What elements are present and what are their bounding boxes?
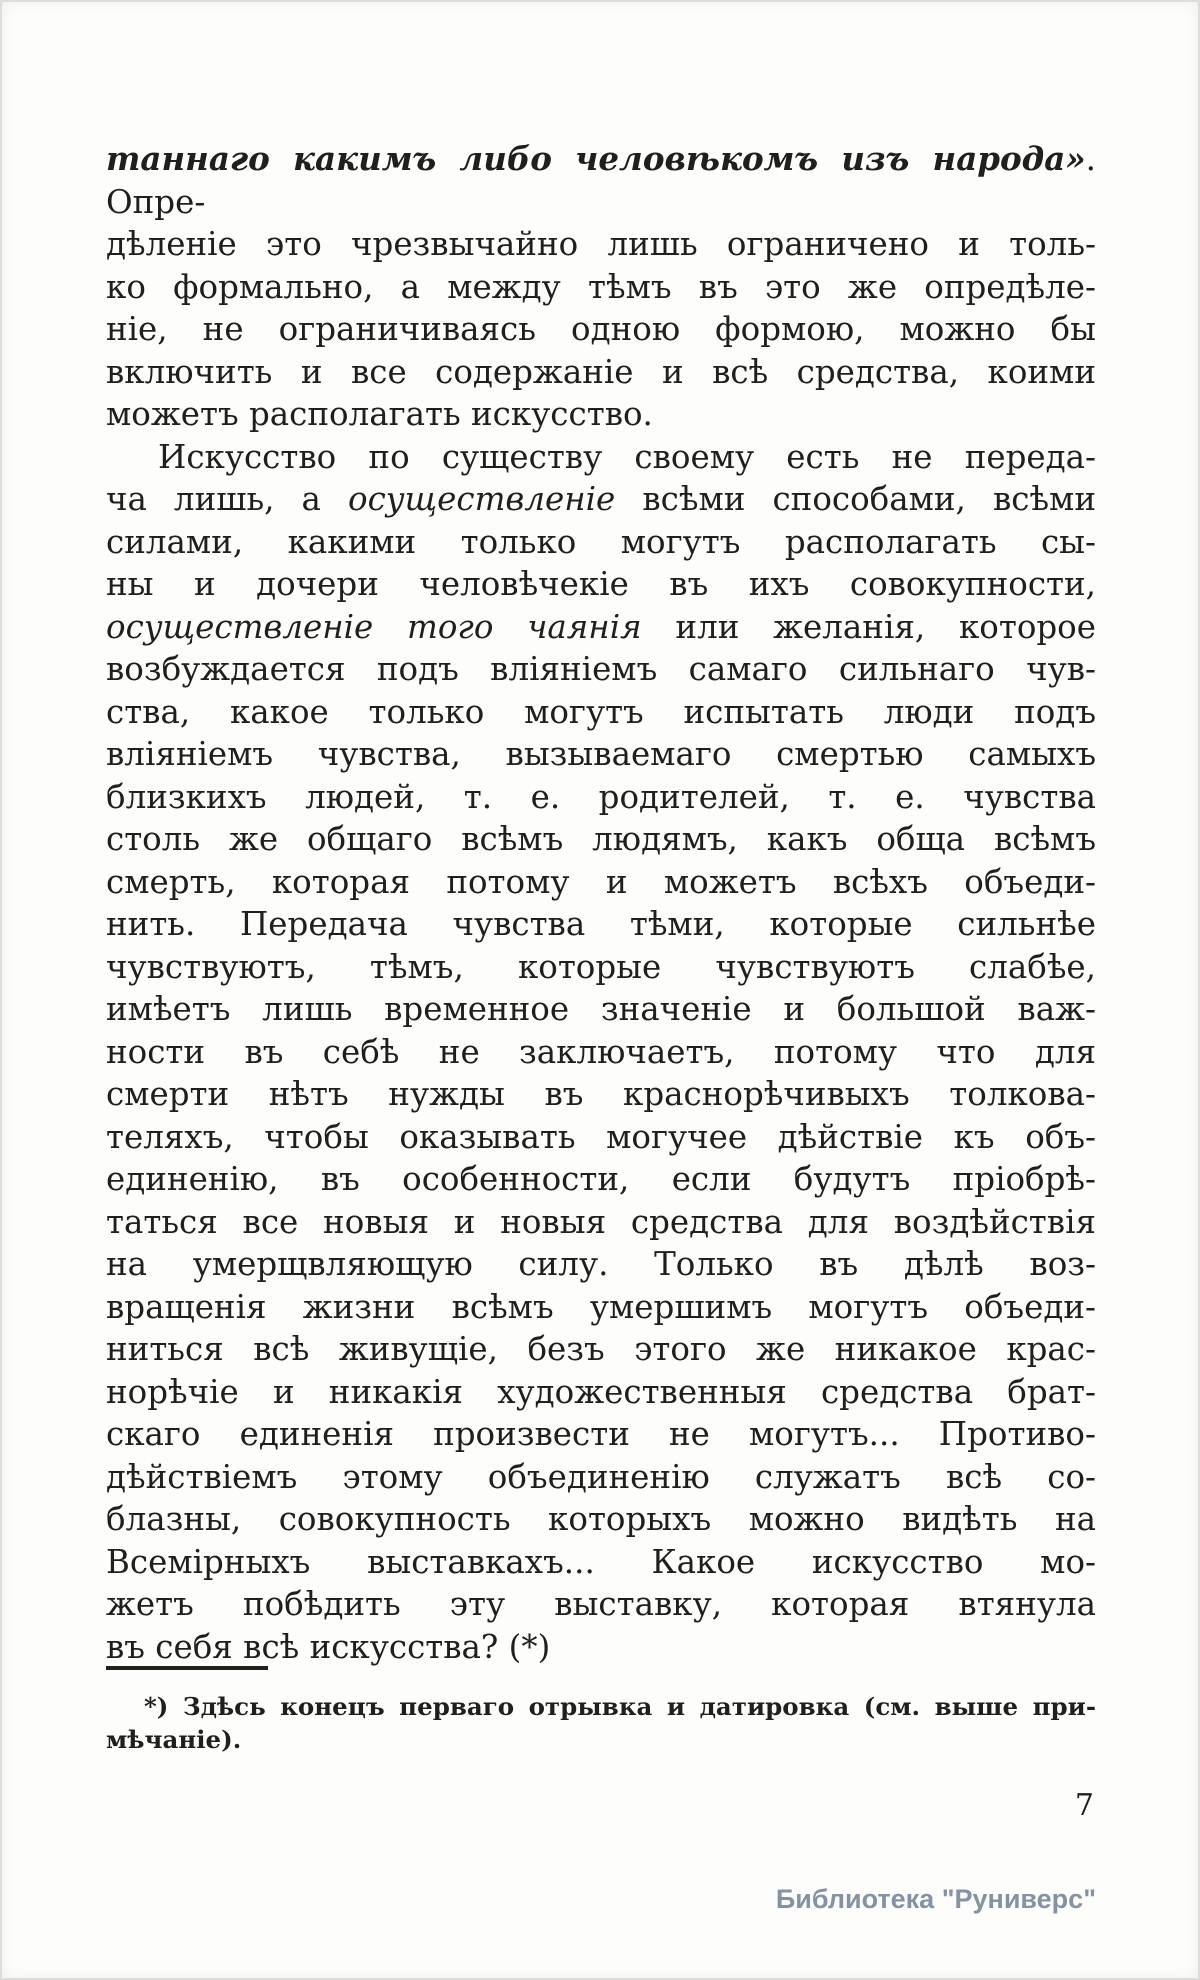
text-line: единенію, въ особенности, если будутъ пріобрѣ- (106, 1160, 1096, 1198)
page-number: 7 (1074, 1788, 1094, 1823)
library-watermark: Библиотека "Руниверс" (775, 1884, 1096, 1914)
text-line: теляхъ, чтобы оказывать могучее дѣйствіе къ объ- (106, 1117, 1096, 1156)
text-line: Искусство по существу своему есть не переда- (158, 437, 1096, 476)
text-line: возбуждается подъ вліяніемъ самаго сильнаго чув- (106, 650, 1096, 688)
footnote-line: мѣчаніе). (106, 1725, 242, 1754)
text-line: ніе, не ограничиваясь одною формою, можно бы (106, 310, 1096, 348)
text-line: нить. Передача чувства тѣми, которые сильнѣе (106, 905, 1096, 943)
text-body (106, 138, 1096, 1668)
text-line: чувствуютъ, тѣмъ, которые чувствуютъ слабѣе, (106, 947, 1096, 986)
text-line: включить и все содержаніе и всѣ средства, коими (106, 352, 1096, 391)
text-line: въ себя всѣ искусства? (*) (106, 1627, 551, 1666)
text-line: столь же общаго всѣмъ людямъ, какъ обща всѣмъ (106, 820, 1096, 858)
text-line: ства, какое только могутъ испытать люди подъ (106, 692, 1096, 731)
text-line: на умерщвляющую силу. Только въ дѣлѣ воз- (106, 1245, 1096, 1283)
text-line: ны и дочери человѣчекіе въ ихъ совокупности, (106, 565, 1096, 603)
text-line: ности въ себѣ не заключаетъ, потому что для (106, 1032, 1096, 1071)
text-line: можетъ располагать искусство. (106, 395, 653, 433)
text-line: таннаго какимъ либо человѣкомъ изъ народа». Опре- (106, 139, 1096, 221)
text-line: Всемірныхъ выставкахъ... Какое искусство мо- (106, 1542, 1096, 1581)
text-line: ко формально, а между тѣмъ въ это же опредѣле- (106, 267, 1096, 306)
text-line: ча лишь, а осуществленіе всѣми способами, всѣми (106, 480, 1096, 518)
text-line: вращенія жизни всѣмъ умершимъ могутъ объеди- (106, 1287, 1096, 1326)
footnote-divider (106, 1666, 268, 1670)
text-line: таться все новыя и новыя средства для воздѣйствія (106, 1202, 1096, 1241)
text-line: смерть, которая потому и можетъ всѣхъ объеди- (106, 862, 1096, 901)
text-line: близкихъ людей, т. е. родителей, т. е. чувства (106, 777, 1096, 816)
footnote-line: *) Здѣсь конецъ перваго отрывка и датировка (см. выше при- (144, 1692, 1096, 1721)
text-line: вліяніемъ чувства, вызываемаго смертью самыхъ (106, 735, 1096, 773)
text-line: жетъ побѣдить эту выставку, которая втянула (106, 1585, 1096, 1623)
text-line: осуществленіе того чаянія или желанія, которое (106, 607, 1096, 646)
text-line: смерти нѣтъ нужды въ краснорѣчивыхъ толкова- (106, 1075, 1096, 1113)
text-line: дѣленіе это чрезвычайно лишь ограничено и толь- (106, 225, 1096, 263)
text-line: силами, какими только могутъ располагать сы- (106, 522, 1096, 561)
text-line: дѣйствіемъ этому объединенію служатъ всѣ со- (106, 1457, 1096, 1496)
footnote (106, 1690, 1096, 1756)
text-line: блазны, совокупность которыхъ можно видѣть на (106, 1500, 1096, 1538)
text-line: норѣчіе и никакія художественныя средства брат- (106, 1372, 1096, 1411)
text-line: скаго единенія произвести не могутъ... Противо- (106, 1415, 1096, 1453)
text-line: ниться всѣ живущіе, безъ этого же никакое крас- (106, 1330, 1096, 1368)
text-line: имѣетъ лишь временное значеніе и большой важ- (106, 990, 1096, 1028)
